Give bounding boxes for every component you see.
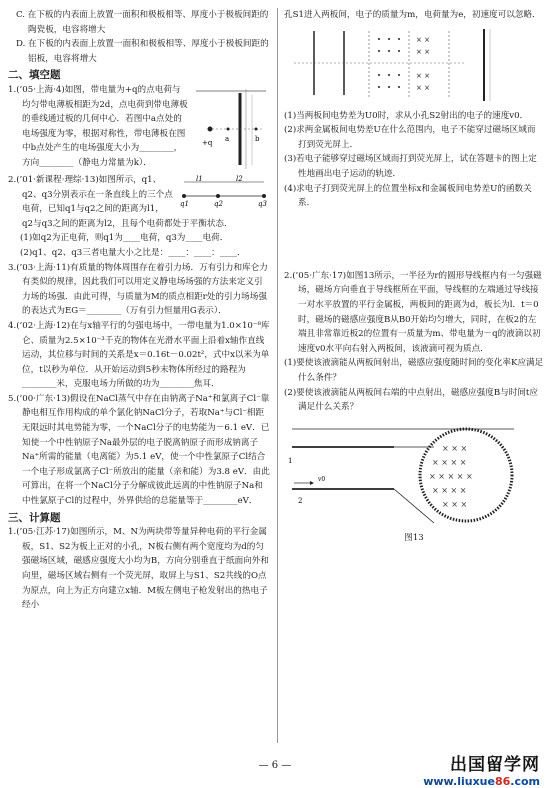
field-out-dots: [378, 38, 400, 88]
svg-text:× × × ×: × × × ×: [432, 485, 467, 495]
label-a: a: [225, 134, 230, 143]
option-d: D. 在下板的内表面上放置一面积和极板相等、厚度小于极板间距的铝板，电容将增大: [16, 39, 269, 64]
svg-text:× ×: × ×: [416, 35, 430, 44]
question-1: [8, 83, 270, 171]
svg-text:× × ×: × × ×: [442, 499, 468, 509]
svg-text:× ×: × ×: [416, 47, 430, 56]
label-q2: q2: [214, 199, 223, 208]
q1-text: 1.(’05·上海·4)如图，带电量为+q的点电荷与均匀带电薄板相距为2d，点电荷到带电薄板的垂线通过板的几何中心．若图中a点处的电场强度为零，根据对称性，带电薄板在图中b点处产生的电场强度大小为________，方向________（静电力常量为k）．: [8, 84, 188, 168]
field-in-crosses: [416, 36, 430, 92]
fig13-crosses: [429, 444, 473, 509]
q4-text: 4.(’02·上海·12)在与x轴平行的匀强电场中，一带电量为1.0×10⁻⁸库仑、质量为2.5×10⁻³千克的物体在光滑水平面上沿着x轴作直线运动，其位移与时间的关系是x＝0.16t－0.02t²，式中x以米为单位，t以秒为单位．从开始运动到5秒末物体所经过的路程为________米，克服电场力所做的功为________焦耳．: [8, 320, 270, 390]
q7-text: 2.(’05·广东·17)如图13所示，一半径为r的圆形导线框内有一匀强磁场，磁场方向垂直于导线框所在平面，导线框的左端通过导线接一对水平放置的平行金属板，两板间的距离为d，板长为l．t＝0时，磁场的磁感应强度B从B0开始均匀增大，同时，在板2的左端且非常靠近板2的位置有一质量为m、带电量为－q的液滴以初速度v0水平向右射入两板间，该液滴可视为质点．: [284, 270, 542, 354]
q6-sub2: (2)求两金属板间电势差U在什么范围内，电子不能穿过磁场区域而打到荧光屏上．: [284, 125, 536, 150]
label-l2: l2: [236, 174, 243, 183]
svg-text:× × ×: × × ×: [442, 443, 468, 453]
figure-13-caption: 图13: [404, 532, 424, 543]
logo-text: 出国留学网: [450, 755, 540, 775]
q2-text: 2.(’01·新课程·理综·13)如图所示，q1、q2、q3分别表示在一条直线上的三个点电荷，已知q1与q2之间的距离为l1，q2与q3之间的距离为l2，且每个电荷都处于平衡状态．: [8, 174, 233, 229]
q7-sub2: (2)要使该液滴能从两板间右端的中点射出，磁感应强度B与时间t应满足什么关系？: [284, 387, 538, 413]
q6-sub3: (3)若电子能够穿过磁场区域而打到荧光屏上，试在答题卡的图上定性地画出电子运动的轨迹．: [284, 154, 537, 179]
q6-sub1: (1)当两板间电势差为U0时，求从小孔S2射出的电子的速度v0．: [284, 110, 529, 121]
figure-13: [284, 423, 534, 527]
q7-sub1: (1)要使该液滴能从两板间射出，磁感应强度随时间的变化率K应满足什么条件？: [284, 358, 544, 383]
q3-text: 3.(’03·上海·11)有质量的物体周围存在着引力场．万有引力和库仑力有类似的规律，因此我们可以用定义静电场场强的方法来定义引力场的场强．由此可得，与质量为M的质点相距r处的引力场场强的表达式为EG＝________（万有引力恒量用G表示）．: [8, 262, 268, 317]
section-calculation: 三、计算题: [8, 511, 61, 524]
q6-sub4: (4)求电子打到荧光屏上的位置坐标x和金属板间电势差U的函数关系．: [284, 183, 532, 209]
q5-text: 5.(’00·广东·13)假设在NaCl蒸气中存在由钠离子Na⁺和氯离子Cl⁻靠静电相互作用构成的单个氯化钠NaCl分子，若取Na⁺与Cl⁻相距无限远时其电势能为零，一个NaCl分子的电势能为－6.1 eV．已知使一个中性钠原子Na最外层的电子脱离钠原子而形成钠离子Na⁺所需的能量（电离能）为5.1 eV，使一个中性氯原子Cl结合一个电子形成氯离子Cl⁻所放出的能量（亲和能）为3.8 eV．由此可算出，在将一个NaCl分子分解成彼此远离的中性钠原子Na和中性氯原子Cl的过程中，外界供给的总能量等于________eV．: [8, 393, 270, 507]
question-2: [8, 173, 270, 261]
section-fill-blank: 二、填空题: [8, 69, 61, 82]
label-q: +q: [202, 138, 213, 147]
q2-part2: (2)q1、q2、q3三者电量大小之比是：____：____：____．: [20, 247, 246, 258]
label-b: b: [255, 134, 260, 143]
right-column: [284, 8, 544, 545]
left-column: [8, 8, 270, 613]
option-c: C. 在下板的内表面上放置一面积和极板相等、厚度小于极板间距的陶瓷板，电容将增大: [16, 10, 269, 35]
charges-line-figure: [178, 174, 270, 208]
svg-text:× ×: × ×: [416, 83, 430, 92]
plate-2-label: 2: [298, 496, 303, 505]
logo-url: www.liuxue86.com: [423, 775, 540, 788]
svg-text:× × × ×: × × × ×: [432, 457, 467, 467]
site-logo[interactable]: [423, 750, 540, 788]
svg-text:× ×: × ×: [416, 71, 430, 80]
label-q3: q3: [258, 199, 267, 208]
plate-1-label: 1: [288, 456, 293, 465]
q2-part1: (1)如q2为正电荷，则q1为____电荷，q3为____电荷．: [20, 233, 229, 244]
label-l1: l1: [196, 174, 203, 183]
page-number: — 6 —: [258, 760, 292, 771]
q6-continued: 孔S1进入两板间，电子的质量为m，电荷量为e，初速度可以忽略．: [284, 10, 541, 20]
magnetic-field-figure: [284, 25, 534, 105]
svg-text:× × × × ×: × × × × ×: [429, 471, 473, 481]
label-q1: q1: [180, 199, 189, 208]
velocity-label: v0: [318, 475, 326, 483]
plate-figure: [192, 85, 270, 171]
column-divider: [277, 8, 278, 743]
q6-text: 1.(’05·江苏·17)如图所示，M、N为两块带等量异种电荷的平行金属板，S1、S2为板上正对的小孔，N板右侧有两个宽度均为d的匀强磁场区域，磁感应强度大小均为B，方向分别垂直于纸面向外和向里，磁场区域右侧有一个荧光屏，取屏上与S1、S2共线的O点为原点，向上为正方向建立x轴．M板左侧电子枪发射出的热电子经小: [8, 527, 269, 611]
